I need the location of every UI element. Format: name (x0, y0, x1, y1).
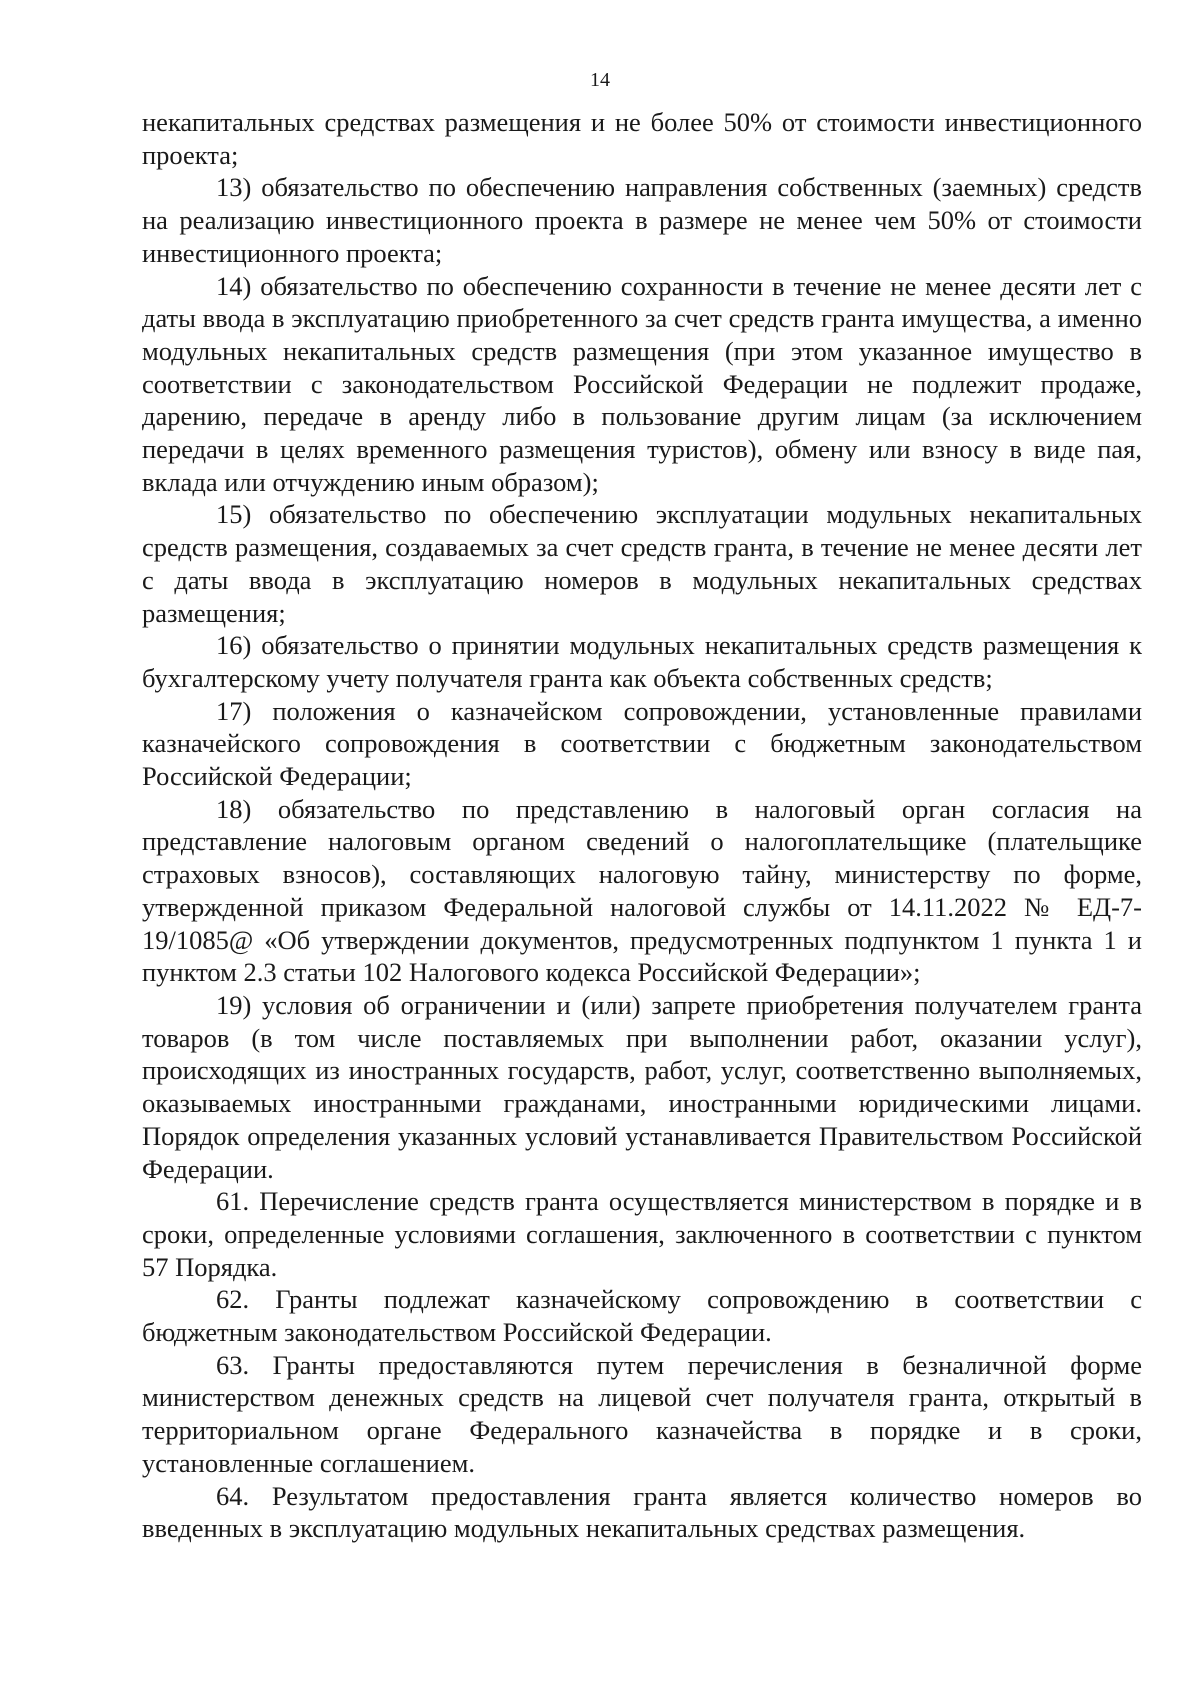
page-number: 14 (590, 69, 610, 91)
paragraph-item-13: 13) обязательство по обеспечению направления собственных (заемных) средств на реализацию инвестиционного проекта в размере не менее чем 50% от стоимости инвестиционного проекта; (142, 172, 1142, 268)
paragraph-item-15: 15) обязательство по обеспечению эксплуатации модульных некапитальных средств размещения, создаваемых за счет средств гранта, в течение не менее десяти лет с даты ввода в эксплуатацию номеров в модульных некапитальных средствах размещения; (142, 499, 1142, 628)
paragraph-item-17: 17) положения о казначейском сопровождении, установленные правилами казначейского сопровождения в соответствии с бюджетным законодательством Российской Федерации; (142, 695, 1142, 792)
paragraph-item-16: 16) обязательство о принятии модульных некапитальных средств размещения к бухгалтерскому учету получателя гранта как объекта собственных средств; (142, 630, 1142, 693)
paragraph-62: 62. Гранты подлежат казначейскому сопровождению в соответствии с бюджетным законодательством Российской Федерации. (142, 1284, 1142, 1348)
paragraph-item-19: 19) условия об ограничении и (или) запрете приобретения получателем гранта товаров (в том числе поставляемых при выполнении работ, оказании услуг), происходящих из иностранных государств, работ, услуг, соответственно выполняемых, оказываемых иностранными гражданами, иностранными юридическими лицами. Порядок определения указанных условий устанавливается Правительством Российской Федерации. (142, 989, 1142, 1184)
paragraph-61: 61. Перечисление средств гранта осуществляется министерством в порядке и в сроки, определенные условиями соглашения, заключенного в соответствии с пунктом 57 Порядка. (142, 1186, 1142, 1282)
paragraph-continuation: некапитальных средствах размещения и не более 50% от стоимости инвестиционного проекта; (142, 107, 1142, 170)
paragraph-item-14: 14) обязательство по обеспечению сохранности в течение не менее десяти лет с даты ввода в эксплуатацию приобретенного за счет средств гранта имущества, а именно модульных некапитальных средств размещения (при этом указанное имущество в соответствии с законодательством Российской Федерации не подлежит продаже, дарению, передаче в аренду либо в пользование другим лицам (за исключением передачи в целях временного размещения туристов), обмену или взносу в виде пая, вклада или отчуждению иным образом); (142, 270, 1142, 497)
paragraph-64: 64. Результатом предоставления гранта является количество номеров во введенных в эксплуатацию модульных некапитальных средствах размещения. (142, 1480, 1142, 1544)
paragraph-item-18: 18) обязательство по представлению в налоговый орган согласия на представление налоговым органом сведений о налогоплательщике (плательщике страховых взносов), составляющих налоговую тайну, министерству по форме, утвержденной приказом Федеральной налоговой службы от 14.11.2022 № ЕД-7-19/1085@ «Об утверждении документов, предусмотренных подпунктом 1 пункта 1 и пунктом 2.3 статьи 102 Налогового кодекса Российской Федерации»; (142, 793, 1142, 988)
paragraph-63: 63. Гранты предоставляются путем перечисления в безналичной форме министерством денежных средств на лицевой счет получателя гранта, открытый в территориальном органе Федерального казначейства в порядке и в сроки, установленные соглашением. (142, 1349, 1142, 1478)
document-body (142, 106, 1142, 1545)
